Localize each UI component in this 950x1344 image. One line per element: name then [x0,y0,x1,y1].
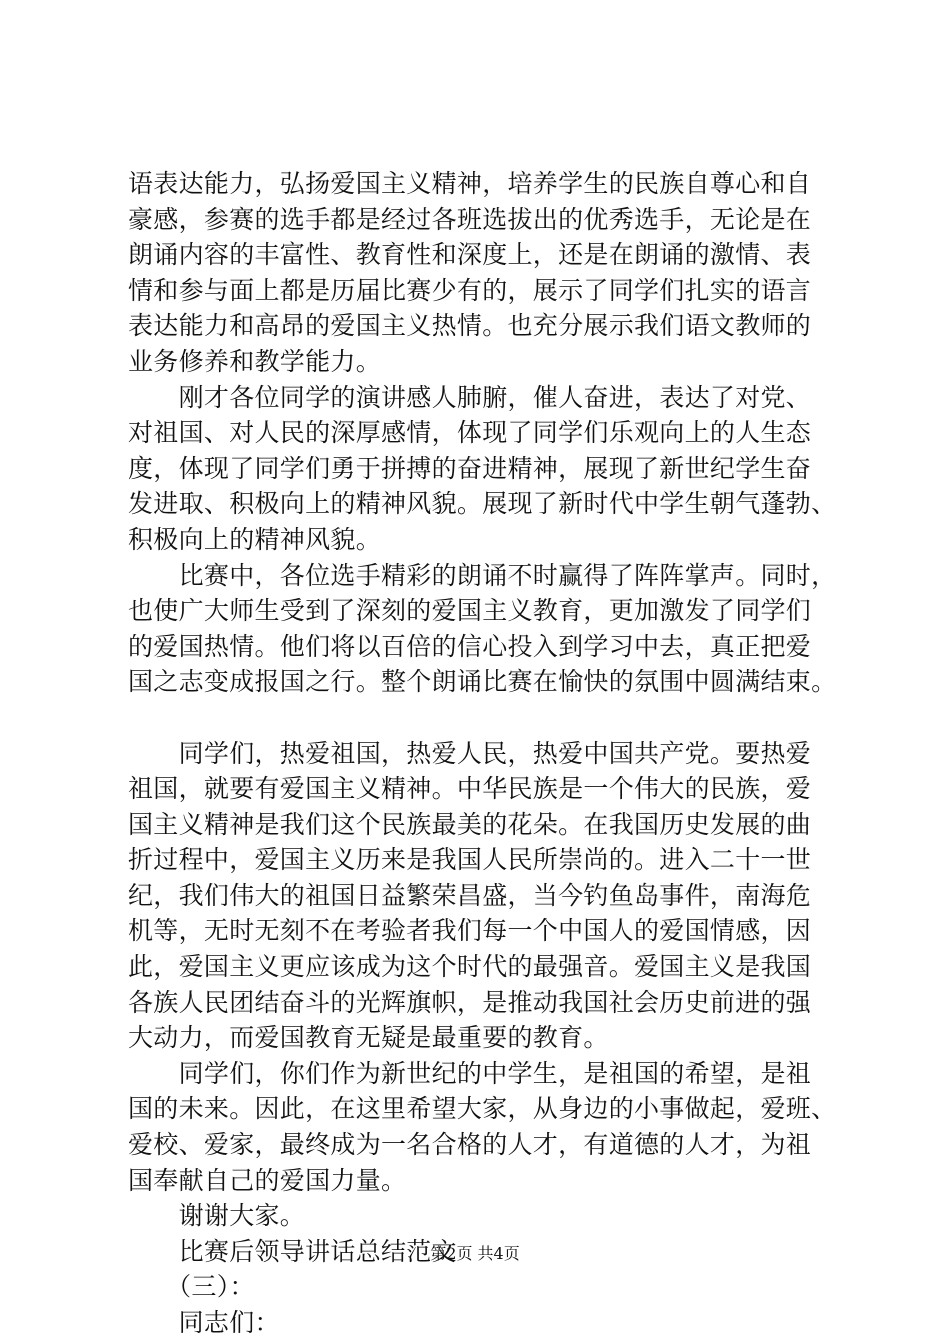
text-line: 折过程中，爱国主义历来是我国人民所崇尚的。进入二十一世 [128,845,812,875]
text-line: 同志们： [128,1308,280,1337]
text-line: 比赛后领导讲话总结范文 [128,1236,457,1266]
paragraph-gap [128,700,848,736]
text-line: 纪，我们伟大的祖国日益繁荣昌盛，当今钓鱼岛事件，南海危 [128,880,812,910]
page-footer: 第2页 共4页 [430,1244,520,1263]
text-line: 的爱国热情。他们将以百倍的信心投入到学习中去，真正把爱 [128,631,812,661]
text-line: 此，爱国主义更应该成为这个时代的最强音。爱国主义是我国 [128,952,812,982]
text-line: 各族人民团结奋斗的光辉旗帜，是推动我国社会历史前进的强 [128,987,812,1017]
text-line: 国的未来。因此，在这里希望大家，从身边的小事做起，爱班、 [128,1094,837,1124]
text-line: 对祖国、对人民的深厚感情，体现了同学们乐观向上的人生态 [128,418,812,448]
text-line: 国主义精神是我们这个民族最美的花朵。在我国历史发展的曲 [128,809,812,839]
text-line: 朗诵内容的丰富性、教育性和深度上，还是在朗诵的激情、表 [128,240,812,270]
text-line: 国之志变成报国之行。整个朗诵比赛在愉快的氛围中圆满结束。 [128,667,837,697]
text-line: 同学们，你们作为新世纪的中学生，是祖国的希望，是祖 [128,1058,812,1088]
text-line: 同学们，热爱祖国，热爱人民，热爱中国共产党。要热爱 [128,738,812,768]
document-body [128,166,848,1341]
text-line: 大动力，而爱国教育无疑是最重要的教育。 [128,1023,609,1053]
text-line: 机等，无时无刻不在考验者我们每一个中国人的爱国情感，因 [128,916,812,946]
text-line: 业务修养和教学能力。 [128,346,382,376]
text-line: 也使广大师生受到了深刻的爱国主义教育，更加激发了同学们 [128,596,812,626]
text-line: 发进取、积极向上的精神风貌。展现了新时代中学生朝气蓬勃、 [128,489,837,519]
text-line: 刚才各位同学的演讲感人肺腑，催人奋进，表达了对党、 [128,382,812,412]
text-line: 情和参与面上都是历届比赛少有的，展示了同学们扎实的语言 [128,275,812,305]
text-line: 国奉献自己的爱国力量。 [128,1165,407,1195]
text-line: 表达能力和高昂的爱国主义热情。也充分展示我们语文教师的 [128,311,812,341]
text-line: （三）： [128,1272,255,1302]
text-line: 爱校、爱家，最终成为一名合格的人才，有道德的人才，为祖 [128,1130,812,1160]
text-line: 比赛中，各位选手精彩的朗诵不时赢得了阵阵掌声。同时， [128,560,837,590]
text-line: 语表达能力，弘扬爱国主义精神，培养学生的民族自尊心和自 [128,169,812,198]
text-line: 豪感，参赛的选手都是经过各班选拔出的优秀选手，无论是在 [128,204,812,234]
text-line: 度，体现了同学们勇于拼搏的奋进精神，展现了新世纪学生奋 [128,453,812,483]
text-line: 谢谢大家。 [128,1201,306,1231]
text-line: 祖国，就要有爱国主义精神。中华民族是一个伟大的民族，爱 [128,774,812,804]
text-line: 积极向上的精神风貌。 [128,524,382,554]
